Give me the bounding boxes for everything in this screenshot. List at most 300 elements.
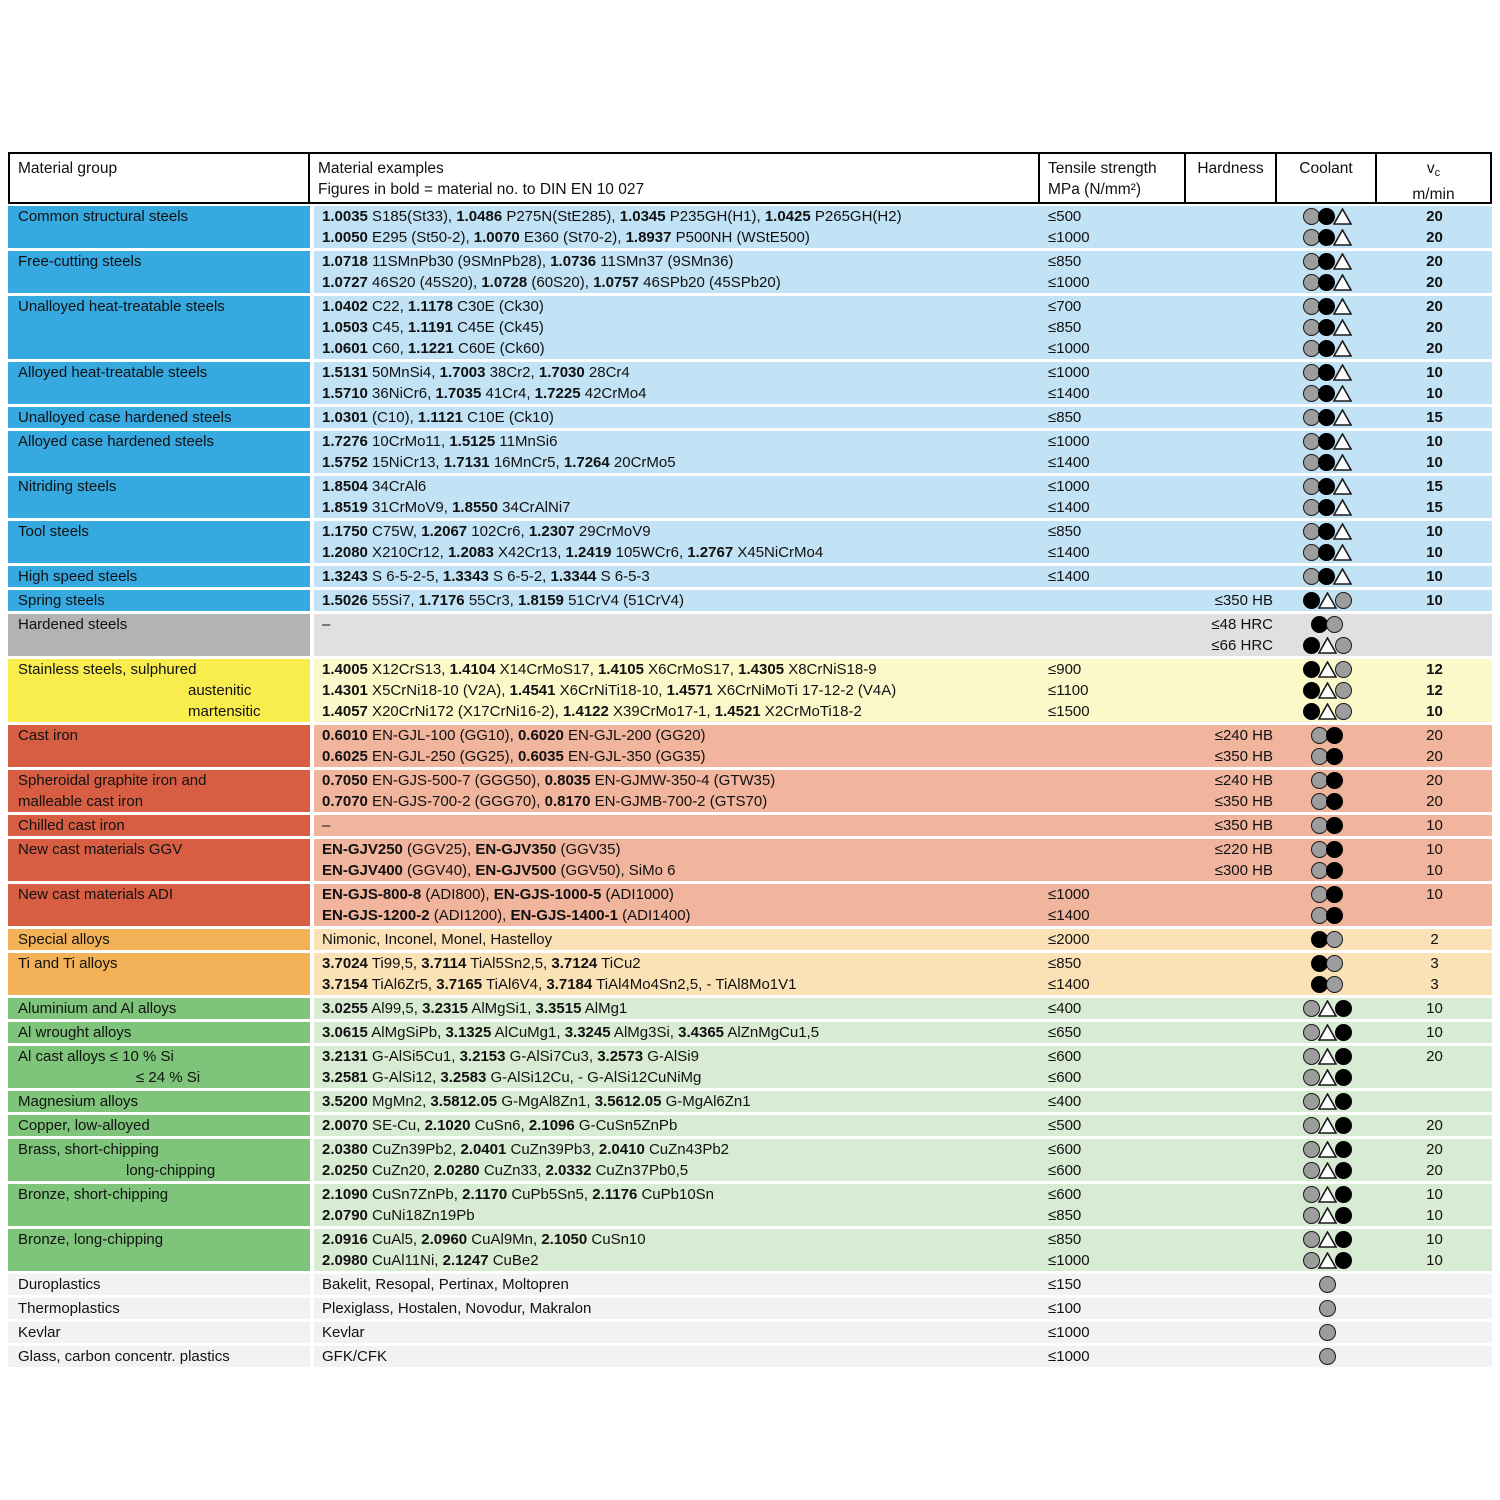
- vc-cell: 10: [1426, 385, 1443, 402]
- material-group-label-line: malleable cast iron: [18, 793, 144, 810]
- material-examples-cell: 3.5200 MgMn2, 3.5812.05 G-MgAl8Zn1, 3.5612.05 G-MgAl6Zn1: [322, 1093, 751, 1110]
- tensile-strength-cell: ≤1400: [1048, 385, 1090, 402]
- material-group-rows: [314, 884, 1492, 926]
- vc-cell: 10: [1426, 817, 1443, 834]
- material-group-label-line: Free-cutting steels: [18, 253, 142, 270]
- vc-cell: 10: [1426, 1207, 1443, 1224]
- coolant-triangle-icon: [1318, 1186, 1337, 1203]
- material-group-row: [8, 1115, 1492, 1136]
- coolant-triangle-icon: [1318, 1141, 1337, 1158]
- table-row: [314, 659, 1492, 680]
- material-group-label: [8, 362, 310, 404]
- coolant-cell: [1277, 1300, 1377, 1317]
- table-row: [314, 362, 1492, 383]
- table-body: [8, 206, 1492, 1367]
- header-examples-line2: Figures in bold = material no. to DIN EN 10 027: [318, 181, 645, 198]
- material-examples-cell: 1.8519 31CrMoV9, 1.8550 34CrAlNi7: [322, 499, 571, 516]
- coolant-cell: [1277, 319, 1377, 336]
- tensile-strength-cell: ≤600: [1048, 1186, 1082, 1203]
- coolant-gray-circle-icon: [1326, 976, 1343, 993]
- material-group-rows: [314, 659, 1492, 722]
- coolant-cell: [1277, 793, 1377, 810]
- vc-cell: 20: [1426, 727, 1443, 744]
- material-group-row: [8, 206, 1492, 248]
- material-group-row: [8, 521, 1492, 563]
- table-row: [314, 815, 1492, 836]
- tensile-strength-cell: ≤1000: [1048, 1348, 1090, 1365]
- coolant-cell: [1277, 478, 1377, 495]
- coolant-triangle-icon: [1333, 385, 1352, 402]
- coolant-triangle-icon: [1333, 544, 1352, 561]
- tensile-strength-cell: ≤1000: [1048, 886, 1090, 903]
- material-group-row: [8, 566, 1492, 587]
- coolant-triangle-icon: [1333, 364, 1352, 381]
- vc-cell: 10: [1426, 523, 1443, 540]
- material-group-row: [8, 1184, 1492, 1226]
- material-group-row: [8, 1274, 1492, 1295]
- table-row: [314, 317, 1492, 338]
- tensile-strength-cell: ≤100: [1048, 1300, 1082, 1317]
- coolant-triangle-icon: [1333, 478, 1352, 495]
- material-group-rows: [314, 998, 1492, 1019]
- coolant-cell: [1277, 886, 1377, 903]
- material-group-label-line: Unalloyed case hardened steels: [18, 409, 232, 426]
- material-examples-cell: Bakelit, Resopal, Pertinax, Moltopren: [322, 1276, 569, 1293]
- coolant-triangle-icon: [1333, 319, 1352, 336]
- material-group-row: [8, 659, 1492, 722]
- material-examples-cell: 1.2080 X210Cr12, 1.2083 X42Cr13, 1.2419 105WCr6, 1.2767 X45NiCrMo4: [322, 544, 824, 561]
- coolant-gray-circle-icon: [1303, 409, 1320, 426]
- vc-cell: 10: [1426, 1024, 1443, 1041]
- material-group-label-line: Magnesium alloys: [18, 1093, 139, 1110]
- material-group-label-line: Alloyed heat-treatable steels: [18, 364, 208, 381]
- coolant-cell: [1277, 1093, 1377, 1110]
- coolant-black-circle-icon: [1326, 841, 1343, 858]
- material-examples-cell: Kevlar: [322, 1324, 365, 1341]
- table-row: [314, 590, 1492, 611]
- coolant-black-circle-icon: [1326, 748, 1343, 765]
- header-coolant: [1277, 152, 1377, 204]
- tensile-strength-cell: ≤2000: [1048, 931, 1090, 948]
- coolant-gray-circle-icon: [1326, 616, 1343, 633]
- coolant-black-circle-icon: [1335, 1207, 1352, 1224]
- vc-cell: 12: [1426, 682, 1443, 699]
- tensile-strength-cell: ≤650: [1048, 1024, 1082, 1041]
- vc-cell: 10: [1426, 568, 1443, 585]
- material-group-label: [8, 1115, 310, 1136]
- vc-cell: 3: [1430, 955, 1439, 972]
- material-examples-cell: 2.0380 CuZn39Pb2, 2.0401 CuZn39Pb3, 2.0410 CuZn43Pb2: [322, 1141, 730, 1158]
- vc-cell: 20: [1426, 208, 1443, 225]
- tensile-strength-cell: ≤1500: [1048, 703, 1090, 720]
- material-group-rows: [314, 953, 1492, 995]
- coolant-cell: [1277, 1186, 1377, 1203]
- table-row: [314, 635, 1492, 656]
- material-examples-cell: 0.7050 EN-GJS-500-7 (GGG50), 0.8035 EN-GJMW-350-4 (GTW35): [322, 772, 776, 789]
- coolant-black-circle-icon: [1335, 1186, 1352, 1203]
- material-group-row: [8, 884, 1492, 926]
- material-group-rows: [314, 521, 1492, 563]
- table-row: [314, 497, 1492, 518]
- coolant-triangle-icon: [1318, 592, 1337, 609]
- hardness-cell: ≤300 HB: [1214, 862, 1273, 879]
- header-material-group-label: Material group: [18, 160, 118, 177]
- tensile-strength-cell: ≤600: [1048, 1048, 1082, 1065]
- material-group-rows: [314, 431, 1492, 473]
- coolant-black-circle-icon: [1335, 1000, 1352, 1017]
- coolant-triangle-icon: [1318, 1231, 1337, 1248]
- coolant-gray-circle-icon: [1303, 274, 1320, 291]
- coolant-cell: [1277, 931, 1377, 948]
- tensile-strength-cell: ≤1400: [1048, 454, 1090, 471]
- table-row: [314, 1184, 1492, 1205]
- material-group-row: [8, 1322, 1492, 1343]
- coolant-black-circle-icon: [1335, 1093, 1352, 1110]
- material-group-row: [8, 476, 1492, 518]
- tensile-strength-cell: ≤850: [1048, 1231, 1082, 1248]
- material-group-label: [8, 476, 310, 518]
- material-examples-cell: 2.0790 CuNi18Zn19Pb: [322, 1207, 475, 1224]
- vc-cell: 3: [1430, 976, 1439, 993]
- material-group-row: [8, 815, 1492, 836]
- material-examples-cell: 3.2581 G-AlSi12, 3.2583 G-AlSi12Cu, - G-AlSi12CuNiMg: [322, 1069, 702, 1086]
- coolant-cell: [1277, 592, 1377, 609]
- material-group-label-line: Unalloyed heat-treatable steels: [18, 298, 225, 315]
- table-row: [314, 1250, 1492, 1271]
- tensile-strength-cell: ≤600: [1048, 1141, 1082, 1158]
- coolant-cell: [1277, 637, 1377, 654]
- coolant-cell: [1277, 661, 1377, 678]
- material-group-label: [8, 1322, 310, 1343]
- header-vc-unit: m/min: [1412, 186, 1455, 203]
- material-group-row: [8, 362, 1492, 404]
- header-hardness-label: Hardness: [1197, 160, 1264, 177]
- tensile-strength-cell: ≤850: [1048, 955, 1082, 972]
- vc-cell: 10: [1426, 703, 1443, 720]
- vc-cell: 20: [1426, 793, 1443, 810]
- material-group-rows: [314, 614, 1492, 656]
- table-row: [314, 521, 1492, 542]
- header-material-group: [8, 152, 310, 204]
- table-row: [314, 1346, 1492, 1367]
- material-group-rows: [314, 296, 1492, 359]
- coolant-black-circle-icon: [1335, 1252, 1352, 1269]
- header-vc-label: $v_c$: [1426, 160, 1441, 179]
- coolant-triangle-icon: [1333, 499, 1352, 516]
- material-group-label: [8, 614, 310, 656]
- table-row: [314, 701, 1492, 722]
- coolant-gray-circle-icon: [1319, 1324, 1336, 1341]
- material-examples-cell: 2.1090 CuSn7ZnPb, 2.1170 CuPb5Sn5, 2.1176 CuPb10Sn: [322, 1186, 715, 1203]
- coolant-gray-circle-icon: [1335, 682, 1352, 699]
- material-group-label: [8, 1022, 310, 1043]
- material-examples-cell: EN-GJV250 (GGV25), EN-GJV350 (GGV35): [322, 841, 621, 858]
- material-group-rows: [314, 251, 1492, 293]
- header-hardness: [1186, 152, 1277, 204]
- hardness-cell: ≤350 HB: [1214, 748, 1273, 765]
- vc-cell: 10: [1426, 364, 1443, 381]
- table-row: [314, 1274, 1492, 1295]
- coolant-triangle-icon: [1333, 229, 1352, 246]
- coolant-black-circle-icon: [1335, 1162, 1352, 1179]
- material-examples-cell: 1.5131 50MnSi4, 1.7003 38Cr2, 1.7030 28Cr4: [322, 364, 630, 381]
- tensile-strength-cell: ≤500: [1048, 208, 1082, 225]
- coolant-triangle-icon: [1318, 1252, 1337, 1269]
- coolant-gray-circle-icon: [1303, 433, 1320, 450]
- vc-cell: 10: [1426, 886, 1443, 903]
- table-row: [314, 407, 1492, 428]
- coolant-cell: [1277, 274, 1377, 291]
- material-examples-cell: EN-GJS-800-8 (ADI800), EN-GJS-1000-5 (ADI1000): [322, 886, 674, 903]
- coolant-cell: [1277, 1024, 1377, 1041]
- material-group-row: [8, 929, 1492, 950]
- table-row: [314, 431, 1492, 452]
- material-group-row: [8, 1139, 1492, 1181]
- material-examples-cell: Plexiglass, Hostalen, Novodur, Makralon: [322, 1300, 592, 1317]
- material-group-label: [8, 953, 310, 995]
- coolant-cell: [1277, 817, 1377, 834]
- coolant-gray-circle-icon: [1335, 592, 1352, 609]
- coolant-black-circle-icon: [1335, 1069, 1352, 1086]
- coolant-cell: [1277, 1141, 1377, 1158]
- material-examples-cell: 0.7070 EN-GJS-700-2 (GGG70), 0.8170 EN-GJMB-700-2 (GTS70): [322, 793, 768, 810]
- tensile-strength-cell: ≤600: [1048, 1069, 1082, 1086]
- coolant-black-circle-icon: [1335, 1141, 1352, 1158]
- material-group-rows: [314, 839, 1492, 881]
- vc-cell: 20: [1426, 1117, 1443, 1134]
- coolant-cell: [1277, 364, 1377, 381]
- tensile-strength-cell: ≤150: [1048, 1276, 1082, 1293]
- material-examples-cell: –: [322, 817, 331, 834]
- material-group-label-line: long-chipping: [126, 1162, 216, 1179]
- table-row: [314, 1067, 1492, 1088]
- table-row: [314, 614, 1492, 635]
- material-group-rows: [314, 815, 1492, 836]
- material-group-label: [8, 431, 310, 473]
- tensile-strength-cell: ≤600: [1048, 1162, 1082, 1179]
- material-examples-cell: 3.7024 Ti99,5, 3.7114 TiAl5Sn2,5, 3.7124 TiCu2: [322, 955, 641, 972]
- material-group-label: [8, 521, 310, 563]
- material-group-rows: [314, 1229, 1492, 1271]
- material-examples-cell: 1.0503 C45, 1.1191 C45E (Ck45): [322, 319, 544, 336]
- coolant-gray-circle-icon: [1303, 568, 1320, 585]
- material-group-label-line: Cast iron: [18, 727, 79, 744]
- material-group-label: [8, 998, 310, 1019]
- material-examples-cell: 3.0615 AlMgSiPb, 3.1325 AlCuMg1, 3.3245 AlMg3Si, 3.4365 AlZnMgCu1,5: [322, 1024, 820, 1041]
- tensile-strength-cell: ≤1000: [1048, 229, 1090, 246]
- material-group-rows: [314, 1298, 1492, 1319]
- hardness-cell: ≤66 HRC: [1211, 637, 1273, 654]
- tensile-strength-cell: ≤900: [1048, 661, 1082, 678]
- material-examples-cell: 2.0070 SE-Cu, 2.1020 CuSn6, 2.1096 G-CuSn5ZnPb: [322, 1117, 678, 1134]
- table-row: [314, 905, 1492, 926]
- hardness-cell: ≤240 HB: [1214, 772, 1273, 789]
- material-examples-cell: 1.5752 15NiCr13, 1.7131 16MnCr5, 1.7264 20CrMo5: [322, 454, 676, 471]
- table-row: [314, 1160, 1492, 1181]
- coolant-cell: [1277, 568, 1377, 585]
- table-row: [314, 206, 1492, 227]
- coolant-cell: [1277, 385, 1377, 402]
- material-group-label-line: Chilled cast iron: [18, 817, 125, 834]
- coolant-cell: [1277, 772, 1377, 789]
- material-group-row: [8, 1346, 1492, 1367]
- tensile-strength-cell: ≤400: [1048, 1000, 1082, 1017]
- material-group-row: [8, 614, 1492, 656]
- header-tensile-line2: MPa (N/mm²): [1048, 181, 1141, 198]
- table-row: [314, 770, 1492, 791]
- material-examples-cell: 1.1750 C75W, 1.2067 102Cr6, 1.2307 29CrMoV9: [322, 523, 651, 540]
- material-group-label: [8, 884, 310, 926]
- coolant-cell: [1277, 1252, 1377, 1269]
- coolant-gray-circle-icon: [1303, 253, 1320, 270]
- coolant-cell: [1277, 1048, 1377, 1065]
- material-group-label-line: Kevlar: [18, 1324, 61, 1341]
- tensile-strength-cell: ≤1400: [1048, 499, 1090, 516]
- table-row: [314, 791, 1492, 812]
- hardness-cell: ≤48 HRC: [1211, 616, 1273, 633]
- table-row: [314, 1322, 1492, 1343]
- material-group-label-line: martensitic: [188, 703, 261, 720]
- coolant-gray-circle-icon: [1303, 478, 1320, 495]
- coolant-cell: [1277, 298, 1377, 315]
- material-group-rows: [314, 566, 1492, 587]
- hardness-cell: ≤220 HB: [1214, 841, 1273, 858]
- coolant-triangle-icon: [1333, 298, 1352, 315]
- vc-cell: 20: [1426, 772, 1443, 789]
- material-group-rows: [314, 725, 1492, 767]
- material-examples-cell: 1.8504 34CrAl6: [322, 478, 427, 495]
- tensile-strength-cell: ≤1400: [1048, 544, 1090, 561]
- material-group-rows: [314, 476, 1492, 518]
- material-group-rows: [314, 1322, 1492, 1343]
- header-tensile-line1: Tensile strength: [1048, 160, 1157, 177]
- vc-cell: 20: [1426, 340, 1443, 357]
- table-row: [314, 1298, 1492, 1319]
- coolant-cell: [1277, 229, 1377, 246]
- material-group-label: [8, 1298, 310, 1319]
- header-vc: [1377, 152, 1492, 204]
- material-group-label: [8, 1274, 310, 1295]
- material-group-row: [8, 839, 1492, 881]
- header-material-examples: [310, 152, 1040, 204]
- material-group-label: [8, 566, 310, 587]
- table-row: [314, 1229, 1492, 1250]
- material-examples-cell: 1.7276 10CrMo11, 1.5125 11MnSi6: [322, 433, 558, 450]
- tensile-strength-cell: ≤400: [1048, 1093, 1082, 1110]
- hardness-cell: ≤350 HB: [1214, 817, 1273, 834]
- table-row: [314, 680, 1492, 701]
- material-examples-cell: Nimonic, Inconel, Monel, Hastelloy: [322, 931, 553, 948]
- material-group-label-line: Ti and Ti alloys: [18, 955, 118, 972]
- material-group-label: [8, 770, 310, 812]
- material-examples-cell: 0.6010 EN-GJL-100 (GG10), 0.6020 EN-GJL-200 (GG20): [322, 727, 706, 744]
- material-group-rows: [314, 1346, 1492, 1367]
- material-group-row: [8, 1022, 1492, 1043]
- tensile-strength-cell: ≤850: [1048, 523, 1082, 540]
- coolant-gray-circle-icon: [1303, 208, 1320, 225]
- header-examples-line1: Material examples: [318, 160, 444, 177]
- material-group-label: [8, 815, 310, 836]
- table-row: [314, 884, 1492, 905]
- coolant-cell: [1277, 841, 1377, 858]
- coolant-gray-circle-icon: [1303, 454, 1320, 471]
- material-group-label: [8, 1346, 310, 1367]
- vc-cell: 10: [1426, 592, 1443, 609]
- material-group-label-line: Stainless steels, sulphured: [18, 661, 197, 678]
- material-group-label: [8, 1184, 310, 1226]
- table-row: [314, 251, 1492, 272]
- vc-cell: 20: [1426, 229, 1443, 246]
- material-group-label-line: austenitic: [188, 682, 252, 699]
- coolant-cell: [1277, 955, 1377, 972]
- table-row: [314, 1139, 1492, 1160]
- material-group-rows: [314, 770, 1492, 812]
- material-examples-cell: 2.0980 CuAl11Ni, 2.1247 CuBe2: [322, 1252, 539, 1269]
- material-examples-cell: 1.0601 C60, 1.1221 C60E (Ck60): [322, 340, 545, 357]
- vc-cell: 2: [1430, 931, 1439, 948]
- material-group-rows: [314, 362, 1492, 404]
- material-examples-cell: 1.0727 46S20 (45S20), 1.0728 (60S20), 1.0757 46SPb20 (45SPb20): [322, 274, 781, 291]
- coolant-cell: [1277, 1276, 1377, 1293]
- tensile-strength-cell: ≤850: [1048, 253, 1082, 270]
- table-row: [314, 1205, 1492, 1226]
- material-group-label-line: High speed steels: [18, 568, 138, 585]
- coolant-triangle-icon: [1333, 454, 1352, 471]
- table-row: [314, 860, 1492, 881]
- material-group-rows: [314, 206, 1492, 248]
- material-group-label-line: Brass, short-chipping: [18, 1141, 159, 1158]
- coolant-gray-circle-icon: [1335, 703, 1352, 720]
- material-group-label-line: Bronze, long-chipping: [18, 1231, 164, 1248]
- vc-cell: 20: [1426, 253, 1443, 270]
- coolant-black-circle-icon: [1335, 1024, 1352, 1041]
- tensile-strength-cell: ≤700: [1048, 298, 1082, 315]
- material-examples-cell: –: [322, 616, 331, 633]
- table-row: [314, 746, 1492, 767]
- vc-cell: 15: [1426, 409, 1443, 426]
- tensile-strength-cell: ≤1000: [1048, 478, 1090, 495]
- material-group-label: [8, 1139, 310, 1181]
- material-group-label: [8, 590, 310, 611]
- coolant-cell: [1277, 748, 1377, 765]
- coolant-gray-circle-icon: [1335, 661, 1352, 678]
- material-examples-cell: 1.4057 X20CrNi172 (X17CrNi16-2), 1.4122 X39CrMo17-1, 1.4521 X2CrMoTi18-2: [322, 703, 862, 720]
- coolant-triangle-icon: [1333, 208, 1352, 225]
- coolant-triangle-icon: [1318, 1000, 1337, 1017]
- material-examples-cell: 1.0402 C22, 1.1178 C30E (Ck30): [322, 298, 544, 315]
- coolant-triangle-icon: [1318, 1207, 1337, 1224]
- material-examples-cell: 1.3243 S 6-5-2-5, 1.3343 S 6-5-2, 1.3344 S 6-5-3: [322, 568, 650, 585]
- material-examples-cell: 1.0050 E295 (St50-2), 1.0070 E360 (St70-2), 1.8937 P500NH (WStE500): [322, 229, 810, 246]
- material-group-label-line: Spheroidal graphite iron and: [18, 772, 207, 789]
- material-group-label-line: Special alloys: [18, 931, 110, 948]
- table-row: [314, 452, 1492, 473]
- tensile-strength-cell: ≤1400: [1048, 568, 1090, 585]
- material-examples-cell: 3.2131 G-AlSi5Cu1, 3.2153 G-AlSi7Cu3, 3.2573 G-AlSi9: [322, 1048, 699, 1065]
- material-examples-cell: 1.4301 X5CrNi18-10 (V2A), 1.4541 X6CrNiTi18-10, 1.4571 X6CrNiMoTi 17-12-2 (V4A): [322, 682, 897, 699]
- tensile-strength-cell: ≤1100: [1048, 682, 1089, 699]
- machining-data-table: [8, 152, 1492, 1370]
- material-group-row: [8, 1046, 1492, 1088]
- coolant-triangle-icon: [1333, 568, 1352, 585]
- material-group-label-line: ≤ 24 % Si: [136, 1069, 201, 1086]
- material-examples-cell: 3.0255 Al99,5, 3.2315 AlMgSi1, 3.3515 AlMg1: [322, 1000, 628, 1017]
- material-examples-cell: 0.6025 EN-GJL-250 (GG25), 0.6035 EN-GJL-350 (GG35): [322, 748, 706, 765]
- coolant-cell: [1277, 1348, 1377, 1365]
- hardness-cell: ≤350 HB: [1214, 793, 1273, 810]
- material-group-row: [8, 770, 1492, 812]
- coolant-gray-circle-icon: [1303, 340, 1320, 357]
